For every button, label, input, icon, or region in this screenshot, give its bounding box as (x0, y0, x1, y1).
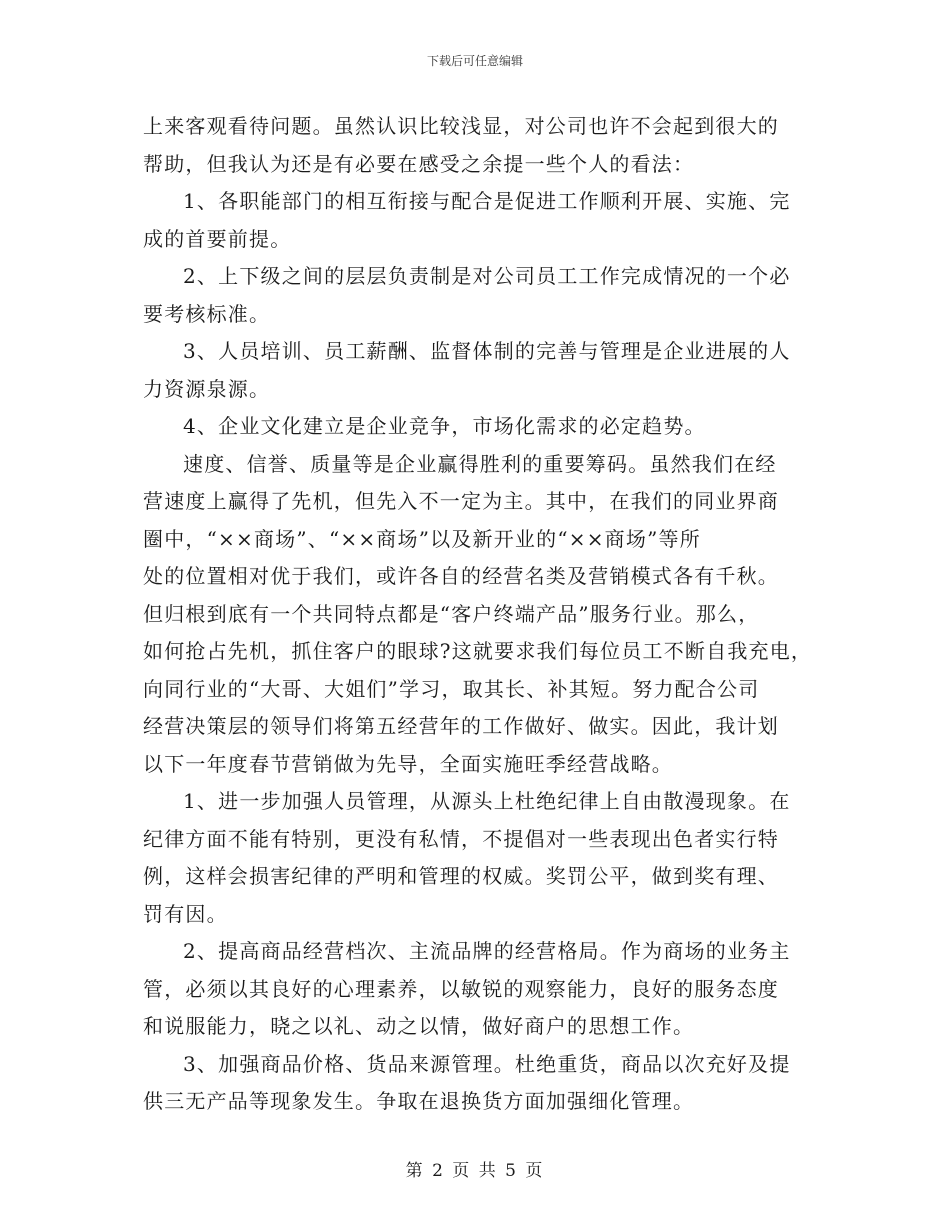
text-line: 3、加强商品价格、货品来源管理。杜绝重货，商品以次充好及提 (183, 1051, 791, 1076)
text-line: 罚有因。 (143, 901, 228, 926)
text-line: 供三无产品等现象发生。争取在退换货方面加强细化管理。 (143, 1089, 695, 1113)
text-line: 速度、信誉、质量等是企业赢得胜利的重要筹码。虽然我们在经 (183, 451, 777, 476)
text-line: 例，这样会损害纪律的严明和管理的权威。奖罚公平，做到奖有理、 (143, 864, 779, 888)
text-line: 1、各职能部门的相互衔接与配合是促进工作顺利开展、实施、完 (183, 189, 791, 213)
text-line: 帮助，但我认为还是有必要在感受之余提一些个人的看法： (143, 151, 695, 176)
text-line: 2、上下级之间的层层负责制是对公司员工工作完成情况的一个必 (183, 264, 791, 288)
text-line: 2、提高商品经营档次、主流品牌的经营格局。作为商场的业务主 (183, 939, 791, 963)
page-header: 下载后可任意编辑 (426, 54, 523, 68)
text-line: 如何抢占先机，抓住客户的眼球?这就要求我们每位员工不断自我充电， (143, 639, 813, 663)
text-line: 经营决策层的领导们将第五经营年的工作做好、做实。因此，我计划 (143, 714, 779, 738)
document-body (143, 108, 823, 1121)
text-line: 纪律方面不能有特别，更没有私情，不提倡对一些表现出色者实行特 (143, 826, 779, 851)
text-line: 处的位置相对优于我们，或许各自的经营名类及营销模式各有千秋。 (143, 564, 779, 588)
text-line: 管，必须以其良好的心理素养，以敏锐的观察能力，良好的服务态度 (143, 976, 779, 1001)
text-line: 要考核标准。 (143, 301, 271, 326)
text-line: 圈中，“××商场”、“××商场”以及新开业的“××商场”等所 (143, 526, 701, 551)
text-line: 营速度上赢得了先机，但先入不一定为主。其中，在我们的同业界商 (143, 489, 779, 513)
text-line: 向同行业的“大哥、大姐们”学习，取其长、补其短。努力配合公司 (143, 676, 760, 701)
page-footer: 第 2 页 共 5 页 (405, 1161, 545, 1181)
text-line: 1、进一步加强人员管理，从源头上杜绝纪律上自由散漫现象。在 (183, 789, 791, 813)
text-line: 以下一年度春节营销做为先导，全面实施旺季经营战略。 (143, 751, 673, 776)
text-line: 和说服能力，晓之以礼、动之以情，做好商户的思想工作。 (143, 1014, 695, 1038)
text-line: 力资源泉源。 (143, 376, 271, 401)
text-line: 3、人员培训、员工薪酬、监督体制的完善与管理是企业进展的人 (183, 339, 791, 363)
text-line: 上来客观看待问题。虽然认识比较浅显，对公司也许不会起到很大的 (143, 114, 779, 138)
text-line: 但归根到底有一个共同特点都是“客户终端产品”服务行业。那么， (143, 601, 760, 626)
text-line: 4、企业文化建立是企业竞争，市场化需求的必定趋势。 (183, 414, 706, 438)
text-line: 成的首要前提。 (143, 226, 292, 251)
